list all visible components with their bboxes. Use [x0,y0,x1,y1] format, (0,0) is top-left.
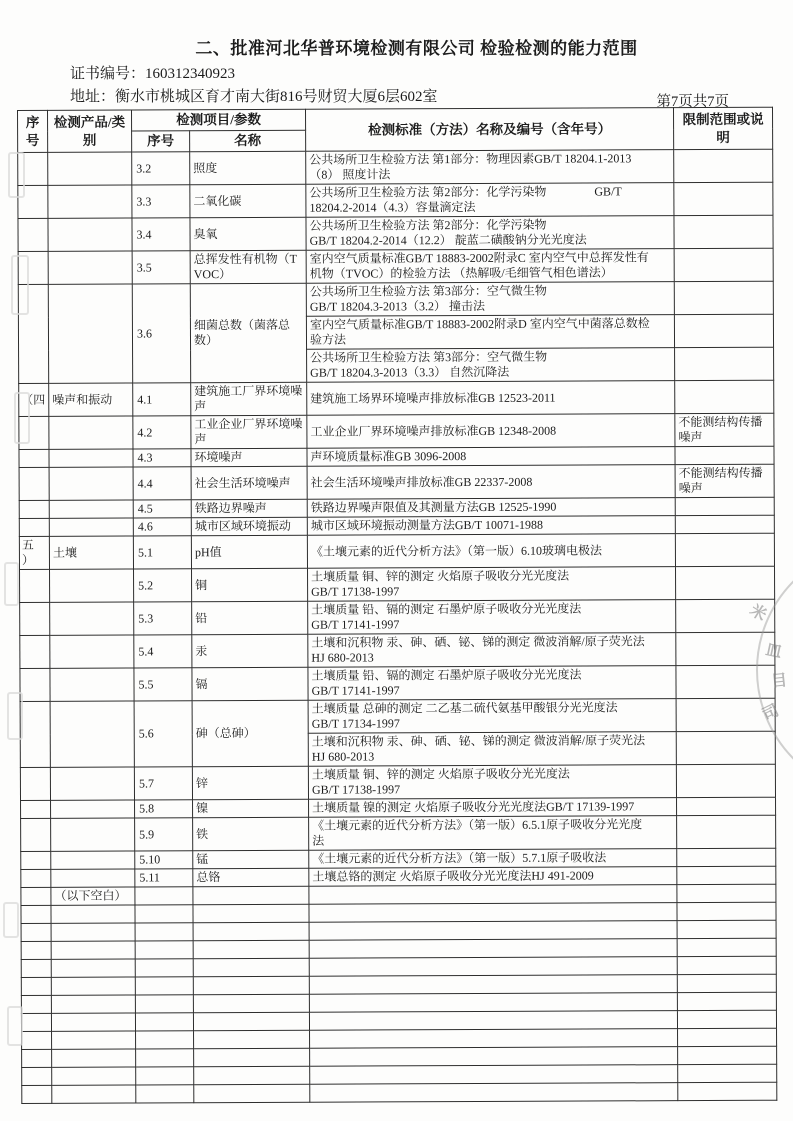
table-row [20,566,775,602]
table-row [19,533,774,569]
stamp-character: 司 [759,702,782,725]
empty-cell [194,1066,310,1085]
serial-cell [19,500,49,518]
empty-cell [135,959,193,977]
empty-cell [309,921,677,941]
category-cell [50,635,134,668]
limit-cell [674,149,773,182]
empty-cell [22,1031,52,1049]
limit-cell [677,866,776,884]
serial-cell [21,851,51,869]
method-cell: 室内空气质量标准GB/T 18883-2002附录C 室内空气中总挥发性有 机物（TVOC）的检验方法 （热解吸/毛细管气相色谱法） [306,249,674,284]
table-row [20,665,775,701]
col-header-serial: 序号 [18,110,48,152]
empty-cell [21,923,51,941]
method-cell: 公共场所卫生检验方法 第3部分：空气微生物 GB/T 18204.3-2013（3.2） 撞击法 [306,282,674,317]
empty-cell [193,976,309,995]
table-row [19,413,774,449]
page-number: 第7页共7页 [656,94,729,110]
empty-cell [194,1084,310,1103]
param-name-cell: 照度 [190,151,306,185]
limit-cell [677,815,776,848]
category-cell [49,518,133,536]
category-cell [50,701,134,767]
col-header-limit: 限制范围或说明 [674,107,773,149]
category-cell [51,869,135,887]
item-no-cell: 4.5 [133,500,191,518]
limit-cell [675,497,774,515]
empty-cell [678,1028,777,1046]
table-row [19,380,774,416]
table-row [20,764,775,800]
limit-cell [675,446,774,464]
stamp-character: 米 [746,601,770,625]
method-cell: 《土壤元素的近代分析方法》（第一版）5.7.1原子吸收法 [309,849,677,869]
category-cell [50,767,134,800]
param-name-cell: 镉 [192,667,308,701]
category-cell [50,569,134,602]
serial-cell [21,800,51,818]
limit-cell [675,515,774,533]
category-cell: 土壤 [49,536,133,569]
serial-cell [20,668,50,701]
empty-cell [21,941,51,959]
method-cell: 公共场所卫生检验方法 第2部分：化学污染物 GB/T 18204.2-2014（4.3）容量滴定法 [306,183,674,218]
limit-cell [676,764,775,797]
empty-cell [22,1049,52,1067]
item-no-cell: 5.7 [134,767,192,800]
empty-cell [51,923,135,941]
empty-cell [310,1047,678,1067]
item-no-cell: 5.10 [135,851,193,869]
limit-cell [677,848,776,866]
param-name-cell: 铁 [193,817,309,851]
item-no-cell: 5.5 [134,668,192,701]
col-header-category: 检测产品/类别 [48,110,132,152]
table-row [18,281,773,317]
item-no-cell: 3.4 [132,218,190,251]
category-cell: 噪声和振动 [49,383,133,416]
empty-cell [310,1065,678,1085]
category-cell: （以下空白） [51,887,135,905]
col-header-item-group: 检测项目/参数 [132,109,306,131]
category-cell [48,251,132,284]
empty-cell [677,902,776,920]
empty-cell [21,959,51,977]
param-name-cell: 总挥发性有机物（TVOC） [190,250,306,284]
limit-cell [676,731,775,764]
param-name-cell: 镍 [193,799,309,818]
scan-artifact [11,255,29,315]
method-cell: 铁路边界噪声限值及其测量方法GB 12525-1990 [307,498,675,518]
empty-cell [136,1067,194,1085]
item-no-cell: 5.8 [135,800,193,818]
empty-cell [51,995,135,1013]
empty-cell [194,1048,310,1067]
category-cell [48,284,132,383]
serial-cell [20,602,50,635]
empty-row [22,1082,777,1103]
category-cell [51,800,135,818]
item-no-cell: 5.2 [134,569,192,602]
limit-cell [675,533,774,566]
param-name-cell: 铅 [192,601,308,635]
item-no-cell: 5.1 [133,536,191,569]
col-header-item-no: 序号 [132,131,190,152]
scan-artifact [4,562,19,606]
empty-cell [22,1067,52,1085]
limit-cell [674,314,773,347]
empty-cell [136,1049,194,1067]
category-cell [49,500,133,518]
item-no-cell: 3.2 [132,152,190,185]
empty-cell [678,1082,777,1100]
empty-cell [135,941,193,959]
serial-cell [20,569,50,602]
empty-cell [677,1010,776,1028]
empty-cell [52,1067,136,1085]
empty-cell [135,977,193,995]
empty-cell [678,1046,777,1064]
serial-cell [21,869,51,887]
col-header-method: 检测标准（方法）名称及编号（含年号） [306,108,674,152]
limit-cell [676,566,775,599]
stamp-character: 皿 [763,641,784,662]
method-cell: 声环境质量标准GB 3096-2008 [307,447,675,467]
empty-cell [193,940,309,959]
empty-cell [135,905,193,923]
empty-cell [677,938,776,956]
empty-cell [677,992,776,1010]
param-name-cell: pH值 [191,535,307,569]
serial-cell [20,701,50,767]
param-name-cell [193,886,309,905]
empty-cell [309,939,677,959]
method-cell: 土壤质量 铅、镉的测定 石墨炉原子吸收分光光度法 GB/T 17141-1997 [308,600,676,635]
limit-cell [674,215,773,248]
category-cell [49,467,133,500]
empty-cell [194,1030,310,1049]
table-row [18,182,773,218]
document-title: 二、批准河北华普环境检测有限公司 检验检测的能力范围 [195,39,638,58]
category-cell [49,416,133,449]
item-no-cell: 4.3 [133,449,191,467]
document-header [0,0,793,110]
empty-cell [51,959,135,977]
item-no-cell: 4.1 [133,383,191,416]
limit-cell: 不能测结构传播噪声 [675,464,774,497]
scan-artifact [7,1006,23,1046]
method-cell: 土壤和沉积物 汞、砷、硒、铋、锑的测定 微波消解/原子荧光法 HJ 680-2013 [308,732,676,767]
param-name-cell: 二氧化碳 [190,184,306,218]
serial-cell [19,518,49,536]
col-header-item-name: 名称 [190,130,306,152]
item-no-cell: 5.6 [134,701,192,767]
category-cell [50,602,134,635]
empty-cell [52,1085,136,1103]
method-cell: 城市区域环境振动测量方法GB/T 10071-1988 [307,516,675,536]
empty-cell [309,1011,677,1031]
serial-cell: （四 [19,383,49,416]
param-name-cell: 环境噪声 [191,448,307,467]
empty-cell [677,956,776,974]
table-row [18,215,773,251]
table-header [18,107,773,152]
serial-cell [18,218,48,251]
param-name-cell: 锰 [193,850,309,869]
method-cell: 《土壤元素的近代分析方法》（第一版）6.10玻璃电极法 [307,534,675,569]
limit-cell [677,797,776,815]
serial-cell: 五 ） [19,536,49,569]
table-row [18,248,773,284]
param-name-cell: 社会生活环境噪声 [191,466,307,500]
param-name-cell: 汞 [192,634,308,668]
empty-cell [135,923,193,941]
method-cell: 土壤质量 铅、镉的测定 石墨炉原子吸收分光光度法 GB/T 17141-1997 [308,666,676,701]
item-no-cell: 4.6 [133,518,191,536]
method-cell: 土壤质量 总砷的测定 二乙基二硫代氨基甲酸银分光光度法 GB/T 17134-1997 [308,699,676,734]
empty-cell [52,1049,136,1067]
empty-cell [51,941,135,959]
empty-cell [677,920,776,938]
param-name-cell: 工业企业厂界环境噪声 [191,415,307,449]
limit-cell [675,380,774,413]
empty-cell [51,1013,135,1031]
serial-cell [21,887,51,905]
empty-cell [51,977,135,995]
method-cell: 土壤质量 镍的测定 火焰原子吸收分光光度法GB/T 17139-1997 [309,798,677,818]
scan-artifact [14,392,30,444]
empty-cell [309,993,677,1013]
empty-cell [309,957,677,977]
serial-cell [20,635,50,668]
param-name-cell: 总铬 [193,868,309,887]
method-cell: 公共场所卫生检验方法 第2部分：化学污染物 GB/T 18204.2-2014（12.2） 靛蓝二磺酸钠分光光度法 [306,216,674,251]
stamp-character: 目 [770,672,789,691]
empty-cell [21,977,51,995]
table-body [18,149,777,1103]
param-name-cell: 建筑施工厂界环境噪声 [191,382,307,416]
empty-cell [21,995,51,1013]
item-no-cell: 5.9 [135,818,193,851]
param-name-cell: 锌 [192,766,308,800]
table-row [21,815,776,851]
serial-cell [19,449,49,467]
item-no-cell: 4.2 [133,416,191,449]
capability-table [17,107,777,1104]
empty-cell [310,1029,678,1049]
method-cell: 土壤质量 铜、锌的测定 火焰原子吸收分光光度法 GB/T 17138-1997 [308,567,676,602]
empty-cell [136,1031,194,1049]
method-cell: 《土壤元素的近代分析方法》（第一版）6.5.1原子吸收分光光度 法 [309,816,677,851]
limit-cell [674,281,773,314]
param-name-cell: 城市区域环境振动 [191,517,307,536]
empty-cell [193,904,309,923]
limit-cell [677,884,776,902]
empty-cell [135,1013,193,1031]
empty-cell [135,995,193,1013]
param-name-cell: 砷（总砷） [192,700,308,767]
category-cell [49,449,133,467]
method-cell: 建筑施工场界环境噪声排放标准GB 12523-2011 [307,381,675,416]
empty-cell [309,903,677,923]
table-row [19,464,774,500]
empty-cell [193,922,309,941]
serial-cell [21,818,51,851]
item-no-cell [135,887,193,905]
scan-artifact [3,902,19,938]
method-cell: 室内空气质量标准GB/T 18883-2002附录D 室内空气中菌落总数检 验方法 [306,315,674,350]
table-row [20,698,775,734]
method-cell: 土壤总铬的测定 火焰原子吸收分光光度法HJ 491-2009 [309,867,677,887]
empty-cell [136,1085,194,1103]
item-no-cell: 3.6 [132,284,190,383]
method-cell: 工业企业厂界环境噪声排放标准GB 12348-2008 [307,414,675,449]
method-cell: 公共场所卫生检验方法 第1部分：物理因素GB/T 18204.1-2013 （8） 照度计法 [306,150,674,185]
limit-cell [675,347,774,380]
method-cell: 土壤质量 铜、锌的测定 火焰原子吸收分光光度法 GB/T 17138-1997 [308,765,676,800]
limit-cell: 不能测结构传播噪声 [675,413,774,446]
table-row [18,149,773,185]
empty-cell [309,975,677,995]
item-no-cell: 3.3 [132,185,190,218]
empty-cell [193,994,309,1013]
table-row [20,599,775,635]
certificate-number: 证书编号：160312340923 [70,66,236,82]
category-cell [48,185,132,218]
serial-cell [19,467,49,500]
method-cell: 土壤和沉积物 汞、砷、硒、铋、锑的测定 微波消解/原子荧光法 HJ 680-2013 [308,633,676,668]
empty-cell [52,1031,136,1049]
item-no-cell: 5.11 [135,869,193,887]
empty-cell [51,905,135,923]
limit-cell [674,182,773,215]
empty-cell [310,1083,678,1103]
empty-cell [21,1013,51,1031]
param-name-cell: 臭氧 [190,217,306,251]
method-cell: 社会生活环境噪声排放标准GB 22337-2008 [307,465,675,500]
scan-artifact [8,152,25,198]
empty-cell [193,1012,309,1031]
category-cell [51,818,135,851]
table-row [20,632,775,668]
item-no-cell: 5.3 [134,602,192,635]
empty-cell [193,958,309,977]
empty-cell [678,1064,777,1082]
method-cell [309,885,677,905]
param-name-cell: 细菌总数（菌落总数） [190,283,306,383]
empty-cell [22,1085,52,1103]
empty-cell [21,905,51,923]
limit-cell [674,248,773,281]
address-line: 地址：衡水市桃城区育才南大街816号财贸大厦6层602室 [70,89,438,105]
item-no-cell: 5.4 [134,635,192,668]
serial-cell [20,767,50,800]
capability-table-wrap [17,107,793,1104]
category-cell [48,218,132,251]
param-name-cell: 铁路边界噪声 [191,499,307,518]
item-no-cell: 3.5 [132,251,190,284]
param-name-cell: 铜 [192,568,308,602]
scan-artifact [7,692,23,740]
item-no-cell: 4.4 [133,467,191,500]
method-cell: 公共场所卫生检验方法 第3部分：空气微生物 GB/T 18204.3-2013（3.3） 自然沉降法 [307,348,675,383]
category-cell [50,668,134,701]
category-cell [48,152,132,185]
category-cell [51,851,135,869]
empty-cell [677,974,776,992]
